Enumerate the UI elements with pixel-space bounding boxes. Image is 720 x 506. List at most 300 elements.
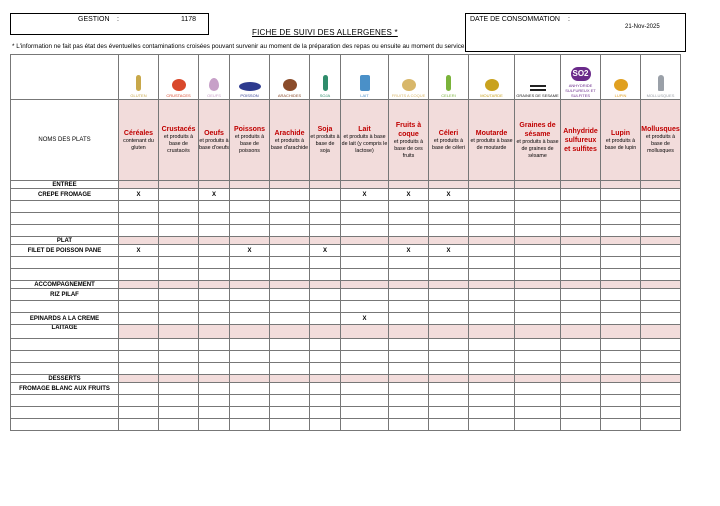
allergen-cell: [341, 363, 389, 375]
section-fill-cell: [561, 181, 601, 189]
egg-icon: [209, 78, 219, 91]
allergen-cell: [469, 407, 515, 419]
section-fill-cell: [119, 281, 159, 289]
section-label: LAITAGE: [11, 325, 119, 339]
allergen-cell: [389, 301, 429, 313]
allergen-cell: [429, 351, 469, 363]
allergen-cell: [561, 383, 601, 395]
allergen-cell: [119, 201, 159, 213]
allergen-title: Mollusques: [641, 126, 680, 133]
allergen-cell: [515, 339, 561, 351]
allergen-cell: [601, 269, 641, 281]
allergen-cell: [270, 339, 310, 351]
allergen-cell: [199, 383, 230, 395]
allergen-cell: [429, 339, 469, 351]
allergen-cell: [601, 245, 641, 257]
allergen-cell: [199, 339, 230, 351]
section-fill-cell: [389, 237, 429, 245]
allergen-cell: [341, 257, 389, 269]
allergen-cell: [601, 257, 641, 269]
allergen-cell: [389, 245, 429, 257]
allergen-cell: [601, 225, 641, 237]
section-fill-cell: [561, 281, 601, 289]
allergen-cell: [515, 269, 561, 281]
table-row: [11, 289, 681, 301]
allergen-cell: [601, 363, 641, 375]
allergen-cell: [159, 269, 199, 281]
dish-name: [11, 419, 119, 431]
peanut-icon: [283, 79, 297, 91]
allergen-cell: [641, 419, 681, 431]
allergen-cell: [429, 257, 469, 269]
allergen-cell: [469, 225, 515, 237]
table-row: [11, 419, 681, 431]
section-label: DESSERTS: [11, 375, 119, 383]
allergen-cell: [119, 407, 159, 419]
allergen-cell: [119, 269, 159, 281]
allergen-cell: [561, 351, 601, 363]
table-row: [11, 407, 681, 419]
allergen-cell: [270, 289, 310, 301]
section-fill-cell: [389, 325, 429, 339]
dish-name: RIZ PILAF: [11, 289, 119, 301]
section-fill-cell: [515, 237, 561, 245]
section-fill-cell: [601, 281, 641, 289]
allergen-cell: [429, 225, 469, 237]
allergen-icon: [469, 56, 514, 98]
allergen-cell: [270, 201, 310, 213]
allergen-cell: [561, 201, 601, 213]
allergen-cell: [561, 407, 601, 419]
allergen-cell: [199, 407, 230, 419]
allergen-cell: [389, 213, 429, 225]
allergen-cell: [341, 383, 389, 395]
sheet-title: FICHE DE SUIVI DES ALLERGENES *: [252, 28, 398, 37]
allergen-cell: [641, 257, 681, 269]
sesame-icon: [530, 85, 546, 91]
section-fill-cell: [230, 237, 270, 245]
section-fill-cell: [641, 375, 681, 383]
allergen-cell: [641, 245, 681, 257]
allergen-cell: [341, 245, 389, 257]
allergen-cell: [389, 395, 429, 407]
allergen-desc: et produits à base de soja: [310, 134, 340, 154]
allergen-icon-cell: [469, 55, 515, 100]
gestion-colon: :: [117, 16, 119, 23]
allergen-cell: [310, 201, 341, 213]
allergen-cell: [230, 363, 270, 375]
allergen-cell: [601, 395, 641, 407]
allergen-cell: [469, 269, 515, 281]
allergen-cell: [641, 363, 681, 375]
section-row: [11, 281, 681, 289]
allergen-icon-label: OEUFS: [207, 93, 221, 98]
crab-icon: [172, 79, 186, 91]
allergen-cell: [515, 257, 561, 269]
allergen-cell: [469, 395, 515, 407]
section-fill-cell: [199, 325, 230, 339]
allergen-cell: [341, 225, 389, 237]
allergen-cell: [641, 201, 681, 213]
section-fill-cell: [389, 181, 429, 189]
allergen-header: [230, 100, 270, 181]
allergen-cell: [230, 189, 270, 201]
allergen-cell: [199, 257, 230, 269]
allergen-cell: [429, 383, 469, 395]
allergen-cell: [561, 419, 601, 431]
section-fill-cell: [561, 325, 601, 339]
allergen-desc: et produits à base de crustacés: [163, 134, 194, 154]
section-fill-cell: [641, 237, 681, 245]
allergen-cell: [515, 363, 561, 375]
allergen-cell: [641, 225, 681, 237]
allergen-cell: [429, 201, 469, 213]
allergen-cell: [159, 213, 199, 225]
dish-name: EPINARDS A LA CREME: [11, 313, 119, 325]
section-fill-cell: [230, 375, 270, 383]
allergen-cell: [389, 257, 429, 269]
allergen-cell: [270, 313, 310, 325]
dish-column-header: NOMS DES PLATS: [11, 100, 119, 181]
so2-icon: [571, 67, 591, 81]
section-fill-cell: [515, 181, 561, 189]
celery-icon: [446, 75, 451, 91]
allergen-cell: [469, 313, 515, 325]
allergen-cell: [515, 301, 561, 313]
allergen-cell: [601, 407, 641, 419]
table-row: [11, 339, 681, 351]
allergen-icon-cell: [601, 55, 641, 100]
allergen-cell: [515, 313, 561, 325]
section-fill-cell: [230, 281, 270, 289]
allergen-cell: [341, 269, 389, 281]
section-fill-cell: [429, 237, 469, 245]
allergen-desc: et produits à base de poissons: [234, 134, 265, 154]
section-fill-cell: [469, 281, 515, 289]
table-row: [11, 383, 681, 395]
dish-name: [11, 301, 119, 313]
allergen-header: [561, 100, 601, 181]
table-row: [11, 257, 681, 269]
allergen-cell: [429, 419, 469, 431]
allergen-cell: [199, 269, 230, 281]
allergen-icon-label: POISSON: [240, 93, 259, 98]
allergen-cell: [515, 419, 561, 431]
allergen-desc: et produits à base de lupin: [604, 137, 637, 151]
section-fill-cell: [429, 181, 469, 189]
allergen-desc: et produits à base de moutarde: [470, 137, 513, 151]
allergen-cell: [310, 395, 341, 407]
allergen-cell: [601, 339, 641, 351]
allergen-cell: [601, 189, 641, 201]
allergen-cell: [515, 351, 561, 363]
so2-badge-text: SO2: [572, 69, 589, 78]
section-fill-cell: [389, 375, 429, 383]
allergen-icon: [270, 56, 309, 98]
allergen-title: Oeufs: [204, 129, 224, 137]
allergen-cell: [119, 245, 159, 257]
allergen-cell: [429, 363, 469, 375]
allergen-cell: [230, 257, 270, 269]
table-row: [11, 201, 681, 213]
section-fill-cell: [341, 181, 389, 189]
allergen-cell: [389, 225, 429, 237]
table-row: [11, 189, 681, 201]
allergen-cell: [389, 419, 429, 431]
allergen-cell: [230, 201, 270, 213]
allergen-icon-label: MOLLUSQUES: [646, 93, 675, 98]
allergen-header: [119, 100, 159, 181]
allergen-cell: [561, 339, 601, 351]
allergen-cell: [199, 301, 230, 313]
allergen-icon-label: MOUTARDE: [480, 93, 503, 98]
allergen-cell: [561, 269, 601, 281]
section-fill-cell: [341, 281, 389, 289]
fish-icon: [239, 82, 261, 91]
allergen-icon-cell: [641, 55, 681, 100]
allergen-cell: [199, 395, 230, 407]
allergen-cell: [389, 351, 429, 363]
allergen-cell: [119, 351, 159, 363]
section-fill-cell: [641, 181, 681, 189]
allergen-cell: [119, 189, 159, 201]
allergen-cell: [270, 225, 310, 237]
allergen-cell: [270, 301, 310, 313]
allergen-cell: [159, 339, 199, 351]
allergen-cell: [429, 301, 469, 313]
table-row: [11, 363, 681, 375]
allergen-cell: [389, 407, 429, 419]
allergen-cell: [159, 363, 199, 375]
allergen-cell: [561, 245, 601, 257]
allergen-title: Moutarde: [475, 129, 508, 137]
allergen-icon: [641, 56, 680, 98]
section-fill-cell: [341, 325, 389, 339]
allergen-icon-label: CELERI: [441, 93, 456, 98]
section-fill-cell: [469, 181, 515, 189]
section-fill-cell: [310, 237, 341, 245]
section-fill-cell: [159, 281, 199, 289]
section-label: ENTREE: [11, 181, 119, 189]
allergen-icon-cell: [230, 55, 270, 100]
section-fill-cell: [310, 281, 341, 289]
allergen-cell: [469, 363, 515, 375]
allergen-cell: [230, 351, 270, 363]
allergen-cell: [389, 289, 429, 301]
section-fill-cell: [270, 325, 310, 339]
allergen-mark: X: [136, 247, 141, 254]
allergen-mark: X: [406, 191, 411, 198]
dish-name: CREPE FROMAGE: [11, 189, 119, 201]
allergen-cell: [641, 407, 681, 419]
allergen-icon-cell: [515, 55, 561, 100]
allergen-cell: [561, 301, 601, 313]
allergen-icon: [230, 56, 269, 98]
allergen-cell: [601, 419, 641, 431]
wheat-icon: [136, 75, 141, 91]
allergen-cell: [469, 245, 515, 257]
allergen-cell: [310, 351, 341, 363]
section-fill-cell: [515, 375, 561, 383]
section-fill-cell: [119, 237, 159, 245]
allergen-desc: et produits à base d'arachide: [270, 137, 309, 151]
allergen-cell: [429, 189, 469, 201]
section-fill-cell: [310, 181, 341, 189]
soy-icon: [323, 75, 328, 91]
allergen-cell: [561, 225, 601, 237]
allergen-cell: [119, 313, 159, 325]
allergen-desc: et produits à base de lait (y compris le lactose): [341, 134, 388, 154]
allergen-cell: [159, 407, 199, 419]
section-row: [11, 375, 681, 383]
allergen-cell: [230, 383, 270, 395]
allergen-cell: [469, 339, 515, 351]
allergen-cell: [230, 419, 270, 431]
allergen-cell: [429, 313, 469, 325]
section-row: [11, 237, 681, 245]
allergen-cell: [469, 289, 515, 301]
allergen-header: [199, 100, 230, 181]
allergen-mark: X: [136, 191, 141, 198]
allergen-cell: [601, 201, 641, 213]
section-fill-cell: [119, 181, 159, 189]
section-fill-cell: [199, 237, 230, 245]
allergen-cell: [230, 225, 270, 237]
allergen-cell: [469, 257, 515, 269]
section-fill-cell: [601, 325, 641, 339]
section-fill-cell: [469, 375, 515, 383]
dish-name: [11, 213, 119, 225]
allergen-header: [159, 100, 199, 181]
allergen-cell: [389, 339, 429, 351]
allergen-title: Céréales: [123, 129, 154, 137]
allergen-cell: [341, 313, 389, 325]
allergen-cell: [119, 257, 159, 269]
section-row: [11, 181, 681, 189]
allergen-cell: [270, 351, 310, 363]
allergen-cell: [270, 419, 310, 431]
allergen-icon-cell: [119, 55, 159, 100]
gestion-value: 1178: [181, 16, 197, 23]
allergen-cell: [199, 245, 230, 257]
allergen-icon-label: GRAINES DE SESAME: [516, 93, 559, 98]
allergen-cell: [561, 189, 601, 201]
allergen-cell: [199, 189, 230, 201]
allergen-cell: [641, 339, 681, 351]
allergen-cell: [230, 339, 270, 351]
section-fill-cell: [119, 325, 159, 339]
milk-icon: [360, 75, 370, 91]
allergen-cell: [515, 189, 561, 201]
section-fill-cell: [561, 237, 601, 245]
allergen-header: [641, 100, 681, 181]
section-fill-cell: [199, 281, 230, 289]
dish-name: [11, 201, 119, 213]
allergen-header: [270, 100, 310, 181]
allergen-header: [601, 100, 641, 181]
allergen-cell: [469, 201, 515, 213]
allergen-header: [389, 100, 429, 181]
allergen-icon: [389, 56, 428, 98]
dish-name: [11, 395, 119, 407]
table-row: [11, 225, 681, 237]
allergen-mark: X: [211, 191, 216, 198]
allergen-title: Poissons: [233, 126, 266, 133]
allergen-cell: [159, 395, 199, 407]
allergen-cell: [310, 269, 341, 281]
allergen-cell: [310, 213, 341, 225]
section-fill-cell: [270, 237, 310, 245]
table-row: [11, 313, 681, 325]
allergen-title: Lait: [358, 126, 371, 133]
allergen-cell: [341, 189, 389, 201]
allergen-cell: [159, 419, 199, 431]
section-fill-cell: [159, 325, 199, 339]
allergen-title: Graines de sésame: [519, 121, 556, 138]
allergen-icon: [310, 56, 340, 98]
allergen-cell: [230, 301, 270, 313]
allergen-title: Soja: [317, 126, 333, 133]
section-fill-cell: [341, 375, 389, 383]
allergen-cell: [119, 225, 159, 237]
allergen-cell: [515, 225, 561, 237]
section-fill-cell: [341, 237, 389, 245]
allergen-icon-label: SOJA: [319, 93, 331, 98]
section-fill-cell: [601, 181, 641, 189]
allergen-cell: [601, 213, 641, 225]
gestion-label: GESTION: [78, 16, 110, 23]
dish-name: FROMAGE BLANC AUX FRUITS: [11, 383, 119, 395]
allergen-cell: [270, 245, 310, 257]
section-fill-cell: [270, 281, 310, 289]
allergen-cell: [119, 213, 159, 225]
allergen-cell: [601, 351, 641, 363]
allergen-cell: [270, 213, 310, 225]
allergen-cell: [389, 201, 429, 213]
allergen-cell: [341, 407, 389, 419]
allergen-header: [341, 100, 389, 181]
allergen-header-row: [11, 100, 681, 181]
allergen-cell: [469, 301, 515, 313]
allergen-cell: [159, 383, 199, 395]
allergen-cell: [270, 189, 310, 201]
allergen-cell: [310, 245, 341, 257]
nut-icon: [402, 79, 416, 91]
allergen-cell: [119, 383, 159, 395]
allergen-cell: [469, 419, 515, 431]
allergen-icon: [429, 56, 468, 98]
allergen-icon-cell: [270, 55, 310, 100]
allergen-cell: [230, 245, 270, 257]
dish-name: FILET DE POISSON PANE: [11, 245, 119, 257]
section-fill-cell: [230, 181, 270, 189]
section-fill-cell: [429, 281, 469, 289]
allergen-cell: [429, 269, 469, 281]
allergen-cell: [119, 289, 159, 301]
allergen-cell: [159, 257, 199, 269]
table-row: [11, 395, 681, 407]
section-fill-cell: [429, 325, 469, 339]
allergen-cell: [389, 269, 429, 281]
allergen-cell: [641, 395, 681, 407]
allergen-cell: [230, 289, 270, 301]
section-fill-cell: [601, 237, 641, 245]
section-fill-cell: [159, 375, 199, 383]
allergen-cell: [310, 189, 341, 201]
allergen-title: Fruits à coque: [395, 121, 422, 138]
allergen-cell: [159, 245, 199, 257]
allergen-cell: [270, 383, 310, 395]
